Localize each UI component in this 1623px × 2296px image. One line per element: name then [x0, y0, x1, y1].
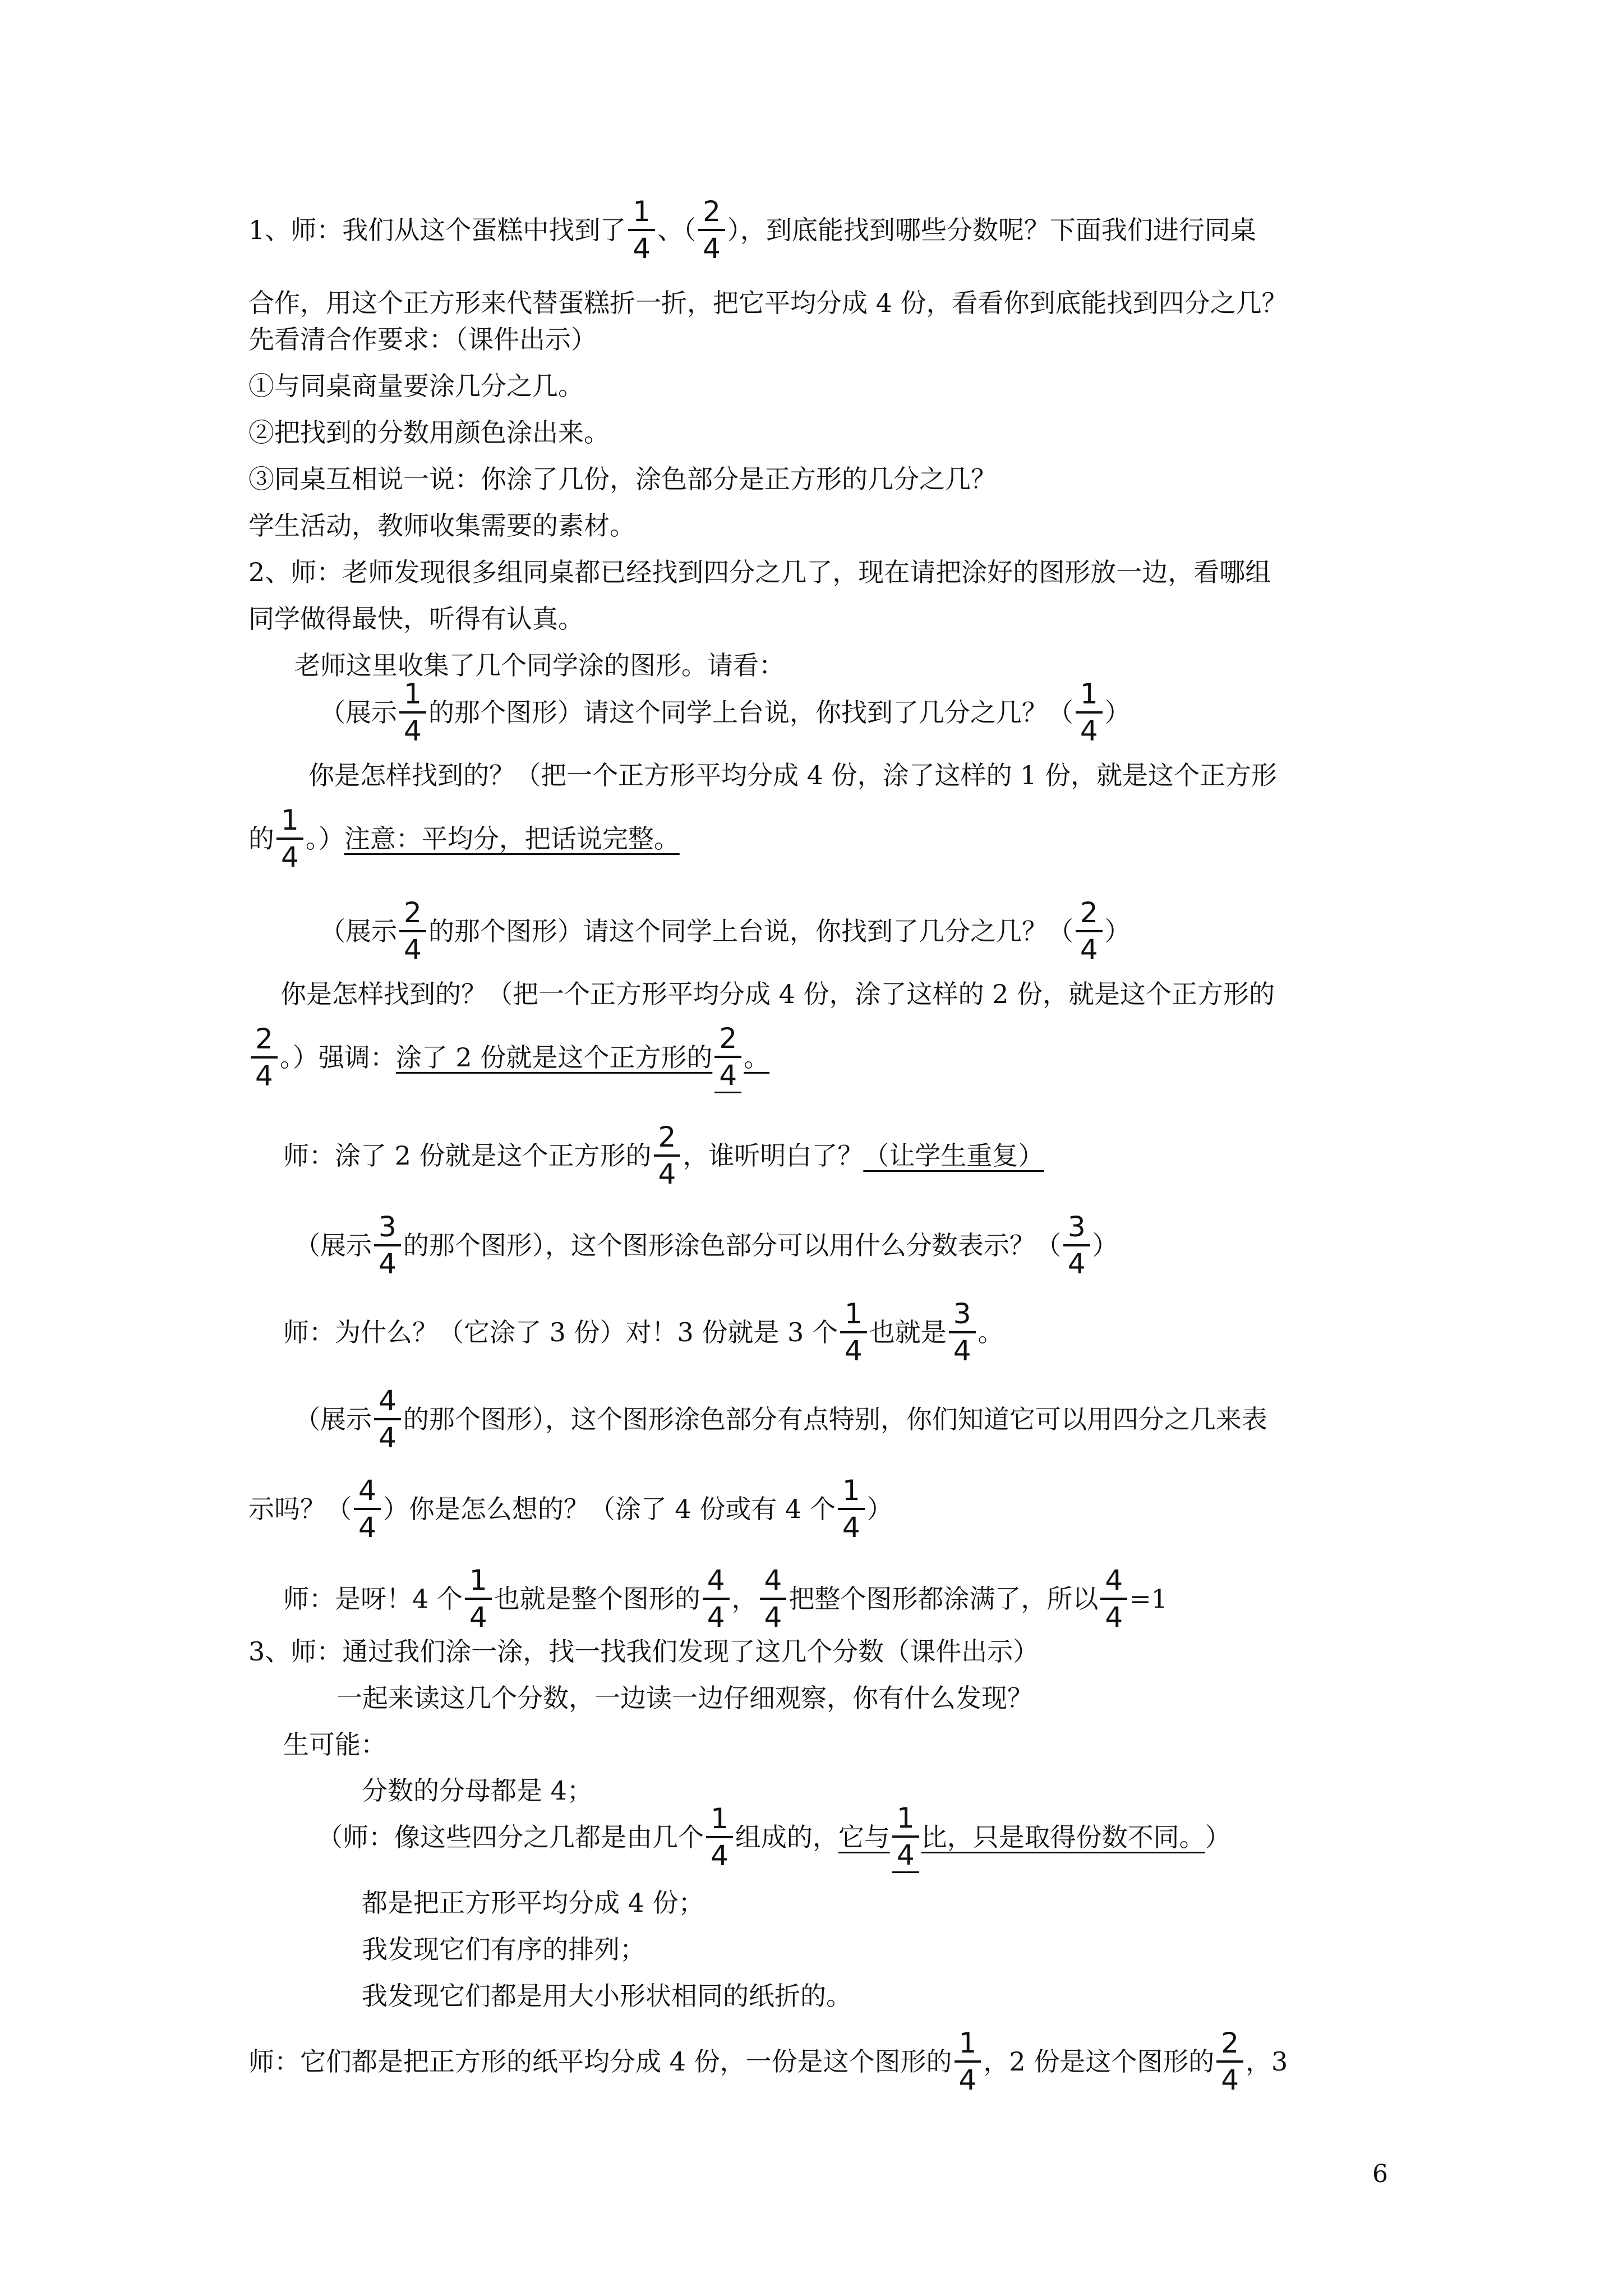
text-run: ） — [1205, 1822, 1231, 1852]
fraction-numerator: 4 — [1105, 1564, 1123, 1596]
fraction-numerator: 4 — [358, 1474, 376, 1507]
underlined-text: 注意：平均分，把话说完整。 — [344, 823, 680, 854]
fraction-denominator: 4 — [1221, 2064, 1239, 2096]
fraction-bar — [374, 1418, 401, 1420]
text-run: 的那个图形）请这个同学上台说，你找到了几分之几？（ — [428, 916, 1073, 946]
text-run: （师：像这些四分之几都是由几个 — [317, 1822, 704, 1852]
text-run: （展示 — [294, 1230, 372, 1260]
fraction-denominator: 4 — [1080, 715, 1098, 747]
fraction-numerator: 1 — [711, 1802, 728, 1835]
fraction — [840, 1297, 867, 1367]
page-number: 6 — [1372, 2160, 1388, 2188]
fraction-numerator: 1 — [958, 2027, 977, 2059]
text-run: 合作，用这个正方形来代替蛋糕折一折，把它平均分成 4 份，看看你到底能找到四分之几？ — [248, 288, 1288, 318]
text-run: 你是怎样找到的？（把一个正方形平均分成 4 份，涂了这样的 1 份，就是这个正方形 — [308, 760, 1278, 790]
text-line-21 — [248, 1470, 893, 1548]
underlined-text: 比，只是取得份数不同。 — [921, 1822, 1205, 1852]
fraction-bar — [706, 1836, 733, 1838]
fraction — [838, 1474, 865, 1544]
text-run: 也就是 — [869, 1317, 947, 1347]
text-run: 、（ — [657, 215, 697, 245]
fraction — [955, 2027, 981, 2096]
fraction-numerator: 2 — [719, 1022, 737, 1055]
fraction — [1076, 896, 1103, 966]
fraction-bar — [955, 2060, 981, 2063]
fraction — [374, 1211, 401, 1280]
fraction-denominator: 4 — [255, 1060, 273, 1092]
fraction-bar — [838, 1508, 865, 1510]
fraction — [1076, 678, 1103, 747]
text-line-31 — [248, 2019, 1288, 2104]
text-line-6 — [248, 461, 997, 497]
fraction — [892, 1802, 919, 1873]
text-run: 师：是呀！4 个 — [283, 1584, 463, 1614]
text-run: 师：涂了 2 份就是这个正方形的 — [283, 1140, 652, 1171]
text-run: ③同桌互相说一说：你涂了几份，涂色部分是正方形的几分之几？ — [248, 464, 997, 494]
fraction-bar — [251, 1056, 278, 1059]
text-run: 都是把正方形平均分成 4 份； — [362, 1888, 704, 1918]
text-line-27 — [317, 1795, 1231, 1879]
text-run: ） — [1104, 916, 1131, 946]
fraction-bar — [698, 229, 725, 231]
fraction-denominator: 4 — [711, 1839, 728, 1872]
fraction-denominator: 4 — [404, 933, 422, 966]
fraction-denominator: 4 — [404, 715, 422, 747]
fraction-numerator: 1 — [469, 1564, 487, 1596]
fraction — [1100, 1564, 1127, 1634]
text-line-17 — [283, 1116, 1044, 1195]
fraction-denominator: 4 — [958, 2064, 977, 2096]
text-line-16 — [248, 1015, 769, 1099]
text-run: 的 — [248, 823, 274, 854]
text-run: 2、师：老师发现很多组同桌都已经找到四分之几了，现在请把涂好的图形放一边，看哪组 — [248, 557, 1271, 587]
fraction-denominator: 4 — [842, 1511, 860, 1544]
fraction-numerator: 2 — [1221, 2027, 1239, 2059]
fraction-numerator: 3 — [379, 1211, 396, 1243]
fraction-bar — [760, 1598, 787, 1600]
fraction — [1063, 1211, 1090, 1280]
fraction-denominator: 4 — [658, 1158, 676, 1190]
fraction-bar — [628, 229, 655, 231]
fraction-denominator: 4 — [379, 1421, 396, 1454]
text-run: ） — [866, 1494, 893, 1524]
text-line-7 — [248, 508, 635, 544]
fraction-numerator: 4 — [707, 1564, 725, 1596]
fraction — [399, 678, 426, 747]
text-line-4 — [248, 368, 584, 404]
fraction-numerator: 1 — [842, 1474, 860, 1507]
fraction-bar — [892, 1835, 919, 1838]
text-line-23 — [248, 1634, 1039, 1669]
fraction-denominator: 4 — [844, 1335, 863, 1367]
fraction-denominator: 4 — [1105, 1601, 1123, 1634]
fraction-numerator: 4 — [764, 1564, 782, 1596]
text-run: 一起来读这几个分数，一边读一边仔细观察，你有什么发现？ — [336, 1683, 1033, 1713]
text-line-14 — [320, 892, 1131, 970]
text-run: 的那个图形），这个图形涂色部分有点特别，你们知道它可以用四分之几来表 — [403, 1404, 1267, 1434]
text-line-12 — [308, 757, 1277, 793]
text-line-22 — [283, 1559, 1168, 1638]
fraction — [354, 1474, 381, 1544]
fraction — [399, 896, 426, 966]
fraction — [654, 1121, 681, 1190]
fraction-denominator: 4 — [719, 1059, 737, 1092]
fraction-numerator: 1 — [633, 195, 651, 228]
fraction-bar — [840, 1331, 867, 1333]
fraction-numerator: 2 — [1080, 896, 1098, 929]
underlined-text: （让学生重复） — [863, 1140, 1044, 1171]
fraction-denominator: 4 — [379, 1248, 396, 1280]
text-line-1 — [248, 174, 1256, 286]
fraction — [374, 1384, 401, 1454]
text-line-2 — [248, 285, 1288, 321]
text-run: ）你是怎么想的？（涂了 4 份或有 4 个 — [382, 1494, 836, 1524]
fraction-numerator: 3 — [1067, 1211, 1086, 1243]
text-run: 组成的， — [735, 1822, 838, 1852]
fraction-denominator: 4 — [1067, 1248, 1086, 1280]
text-run: 也就是整个图形的 — [494, 1584, 700, 1614]
fraction-bar — [276, 838, 303, 840]
text-line-24 — [336, 1680, 1033, 1716]
underlined-text: 它与 — [838, 1822, 890, 1852]
fraction-bar — [654, 1154, 681, 1157]
text-run: 老师这里收集了几个同学涂的图形。请看： — [294, 650, 785, 680]
fraction — [714, 1022, 741, 1093]
fraction-bar — [1100, 1598, 1127, 1600]
text-run: 我发现它们都是用大小形状相同的纸折的。 — [362, 1981, 852, 2011]
text-line-20 — [294, 1380, 1267, 1458]
fraction-denominator: 4 — [469, 1601, 487, 1634]
text-line-3 — [248, 321, 597, 357]
text-run: =1 — [1129, 1584, 1168, 1614]
fraction-numerator: 1 — [1080, 678, 1098, 710]
text-run: 。） — [305, 823, 344, 854]
fraction-bar — [354, 1508, 381, 1510]
text-run: 师：为什么？（它涂了 3 份）对！3 份就是 3 个 — [283, 1317, 838, 1347]
fraction-denominator: 4 — [707, 1601, 725, 1634]
text-run: ，谁听明白了？ — [683, 1140, 864, 1171]
text-run: ，2 份是这个图形的 — [983, 2046, 1215, 2077]
text-line-13 — [248, 799, 680, 878]
underlined-text: 涂了 2 份就是这个正方形的 — [395, 1042, 713, 1073]
text-line-15 — [280, 976, 1275, 1012]
text-run: 你是怎样找到的？（把一个正方形平均分成 4 份，涂了这样的 2 份，就是这个正方形的 — [280, 979, 1275, 1009]
fraction-denominator: 4 — [358, 1511, 376, 1544]
text-run: 。 — [978, 1317, 1004, 1347]
text-line-29 — [362, 1931, 645, 1967]
text-run: 把整个图形都涂满了，所以 — [789, 1584, 1099, 1614]
fraction-bar — [374, 1244, 401, 1246]
fraction-bar — [399, 711, 426, 714]
text-line-30 — [362, 1978, 852, 2014]
text-line-5 — [248, 415, 610, 450]
text-line-28 — [362, 1885, 704, 1921]
fraction-denominator: 4 — [1080, 933, 1098, 966]
text-run: 分数的分母都是 4； — [362, 1775, 593, 1806]
fraction — [276, 804, 303, 873]
fraction-denominator: 4 — [896, 1838, 915, 1871]
fraction-bar — [1216, 2060, 1243, 2063]
fraction — [465, 1564, 492, 1634]
text-run: ），到底能找到哪些分数呢？下面我们进行同桌 — [727, 215, 1256, 245]
fraction-numerator: 2 — [703, 195, 721, 228]
fraction-denominator: 4 — [703, 232, 721, 265]
fraction-bar — [714, 1056, 741, 1058]
fraction-numerator: 4 — [379, 1384, 396, 1417]
text-line-18 — [294, 1206, 1118, 1285]
fraction-bar — [1063, 1244, 1090, 1246]
text-run: （展示 — [320, 697, 397, 728]
fraction-bar — [1076, 930, 1103, 932]
fraction — [698, 195, 725, 265]
fraction — [703, 1564, 730, 1634]
text-line-8 — [248, 554, 1271, 590]
text-run: （展示 — [320, 916, 397, 946]
fraction — [760, 1564, 787, 1634]
text-run: 同学做得最快，听得有认真。 — [248, 604, 584, 634]
text-line-11 — [320, 673, 1131, 752]
text-run: ①与同桌商量要涂几分之几。 — [248, 371, 584, 401]
fraction-numerator: 1 — [844, 1297, 863, 1330]
text-run: （展示 — [294, 1404, 372, 1434]
fraction-bar — [703, 1598, 730, 1600]
fraction-numerator: 2 — [404, 896, 422, 929]
fraction-bar — [399, 930, 426, 932]
fraction-denominator: 4 — [281, 841, 299, 873]
fraction-bar — [465, 1598, 492, 1600]
fraction-denominator: 4 — [953, 1335, 971, 1367]
text-run: 的那个图形），这个图形涂色部分可以用什么分数表示？（ — [403, 1230, 1061, 1260]
text-run: 师：它们都是把正方形的纸平均分成 4 份，一份是这个图形的 — [248, 2046, 952, 2077]
text-run: ， — [731, 1584, 758, 1614]
fraction-denominator: 4 — [633, 232, 651, 265]
text-run: 学生活动，教师收集需要的素材。 — [248, 510, 635, 541]
text-run: 3、师：通过我们涂一涂，找一找我们发现了这几个分数（课件出示） — [248, 1636, 1039, 1667]
fraction-numerator: 2 — [255, 1023, 273, 1055]
text-run: 。）强调： — [279, 1042, 396, 1073]
fraction-numerator: 1 — [404, 678, 422, 710]
text-run: 示吗？（ — [248, 1494, 352, 1524]
fraction-bar — [949, 1331, 976, 1333]
text-run: 的那个图形）请这个同学上台说，你找到了几分之几？（ — [428, 697, 1073, 728]
fraction-numerator: 2 — [658, 1121, 676, 1153]
fraction-numerator: 1 — [281, 804, 299, 836]
text-run: ） — [1104, 697, 1131, 728]
fraction-denominator: 4 — [764, 1601, 782, 1634]
text-line-25 — [283, 1727, 386, 1763]
fraction — [1216, 2027, 1243, 2096]
text-line-19 — [283, 1293, 1004, 1372]
fraction — [949, 1297, 976, 1367]
text-run: 生可能： — [283, 1729, 386, 1760]
fraction-numerator: 3 — [953, 1297, 971, 1330]
text-run: ②把找到的分数用颜色涂出来。 — [248, 417, 610, 448]
text-run: 1、师：我们从这个蛋糕中找到了 — [248, 215, 626, 245]
underlined-text: 。 — [744, 1042, 770, 1073]
text-line-9 — [248, 601, 584, 637]
fraction-bar — [1076, 711, 1103, 714]
text-run: 先看清合作要求：（课件出示） — [248, 324, 597, 355]
fraction-numerator: 1 — [896, 1801, 915, 1834]
text-run: 我发现它们有序的排列； — [362, 1934, 645, 1964]
fraction — [628, 195, 655, 265]
text-run: ） — [1092, 1230, 1118, 1260]
fraction — [706, 1802, 733, 1872]
fraction — [251, 1023, 278, 1092]
text-run: ，3 — [1246, 2046, 1288, 2077]
